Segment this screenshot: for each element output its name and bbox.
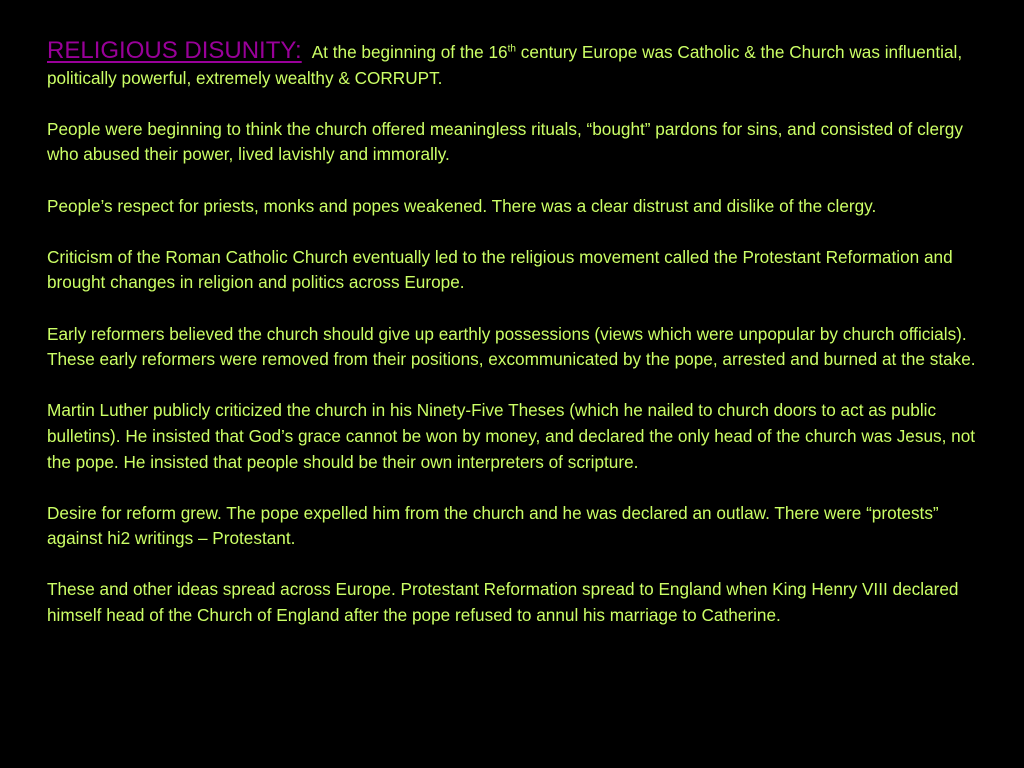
intro-text: At the beginning of the 16 — [311, 42, 508, 62]
intro-paragraph — [47, 38, 982, 91]
paragraph-desire-for-reform: Desire for reform grew. The pope expelled him from the church and he was declared an outlaw. There were “protests” against hi2 writings – Protestant. — [47, 502, 939, 549]
paragraph-church-criticism: People were beginning to think the church offered meaningless rituals, “bought” pardons for sins, and consisted of clergy who abused their power, lived lavishly and immorally. — [47, 118, 963, 165]
paragraph-reformation: Criticism of the Roman Catholic Church eventually led to the religious movement called the Protestant Reformation and brought changes in religion and politics across Europe. — [47, 246, 953, 293]
intro-text-continued: century Europe was Catholic & the Church was influential, politically powerful, extremely wealthy & CORRUPT. — [47, 42, 963, 88]
slide-content — [47, 38, 982, 654]
paragraph-early-reformers: Early reformers believed the church should give up earthly possessions (views which were unpopular by church officials). These early reformers were removed from their positions, excommunicated by the pope, arrested and burned at the stake. — [47, 323, 976, 370]
paragraph-respect-weakened: People’s respect for priests, monks and popes weakened. There was a clear distrust and dislike of the clergy. — [47, 195, 877, 216]
paragraph-ideas-spread: These and other ideas spread across Europe. Protestant Reformation spread to England when King Henry VIII declared himself head of the Church of England after the pope refused to annul his marriage to Catherine. — [47, 579, 959, 626]
paragraph-martin-luther: Martin Luther publicly criticized the church in his Ninety-Five Theses (which he nailed to church doors to act as public bulletins). He insisted that God’s grace cannot be won by money, and declared the only head of the church was Jesus, not the pope. He insisted that people should be their own interpreters of scripture. — [47, 400, 976, 472]
slide-heading: RELIGIOUS DISUNITY: — [47, 37, 302, 64]
intro-superscript: th — [507, 43, 516, 55]
